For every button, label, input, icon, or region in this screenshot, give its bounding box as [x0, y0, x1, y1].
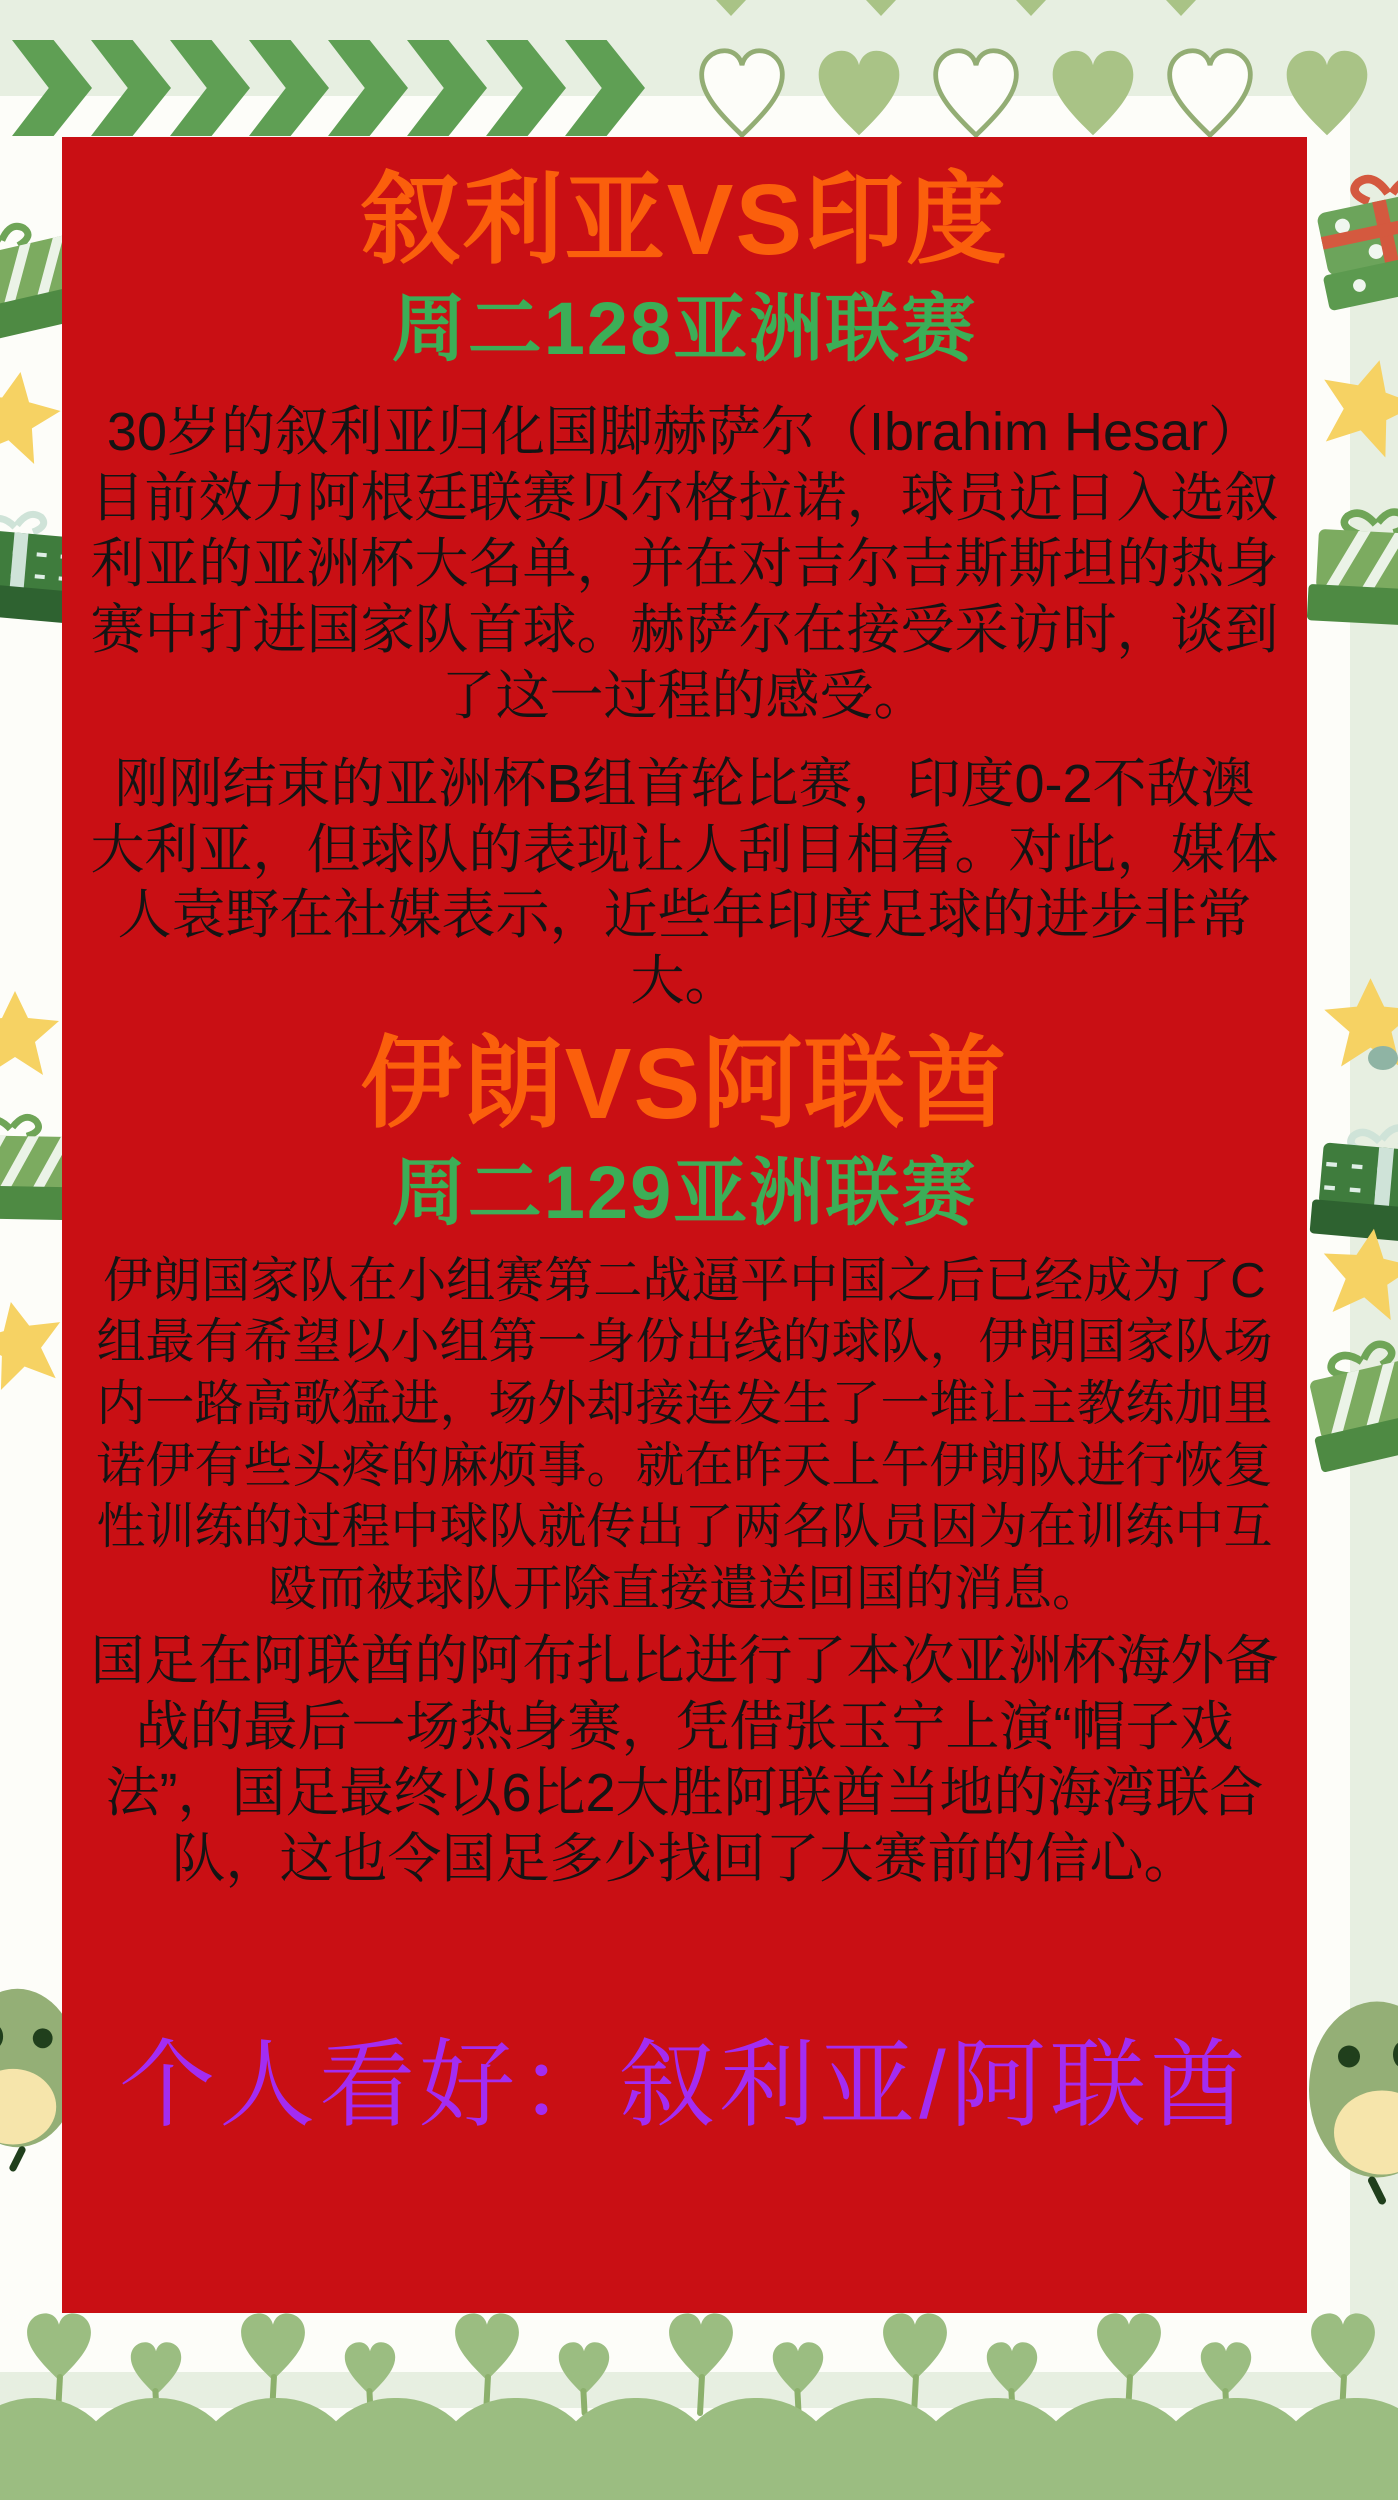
star-icon: [1308, 1215, 1398, 1334]
prediction-text: 个人看好：叙利亚/阿联酋: [119, 2032, 1250, 2139]
match2-paragraph-1: 伊朗国家队在小组赛第二战逼平中国之后已经成为了C组最有希望以小组第一身份出线的球队，伊朗国家队场内一路高歌猛进，场外却接连发生了一堆让主教练加里诺伊有些头疼的麻烦事。就在昨天上午伊朗队进行恢复性训练的过程中球队就传出了两名队员因为在训练中互殴而被球队开除直接遣送回国的消息。: [96, 1253, 1273, 1617]
heart-icon: [1271, 44, 1383, 140]
star-icon: [0, 985, 65, 1085]
heart-outline-icon: [1154, 44, 1266, 140]
heart-sprout-icon: [1300, 2308, 1386, 2384]
heart-outline-icon: [686, 44, 798, 140]
heart-sprout-icon: [444, 2308, 530, 2384]
heart-icon: [803, 44, 915, 140]
match-card: [62, 137, 1307, 2313]
heart-sprout-icon: [1086, 2308, 1172, 2384]
heart-sprout-icon: [16, 2308, 102, 2384]
sprout-stem: [697, 2374, 705, 2416]
match1-subtitle: 周二128亚洲联赛: [391, 287, 978, 370]
heart-sprout-icon: [658, 2308, 744, 2384]
heart-outline-icon: [920, 44, 1032, 140]
heart-icon: [1037, 44, 1149, 140]
ground-band: [0, 2452, 1398, 2500]
gift-polka-icon: [1305, 165, 1398, 315]
match2-title: 伊朗VS阿联酋: [360, 1028, 1009, 1141]
match2-paragraph-2: 国足在阿联酋的阿布扎比进行了本次亚洲杯海外备战的最后一场热身赛，凭借张玉宁上演“帽子戏法”，国足最终以6比2大胜阿联酋当地的海湾联合队，这也令国足多少找回了大赛前的信心。: [90, 1630, 1279, 1889]
leaf-blob: [1368, 1046, 1398, 1070]
match2-subtitle: 周二129亚洲联赛: [391, 1151, 978, 1235]
match1-paragraph-1: 30岁的叙利亚归化国脚赫萨尔（Ibrahim Hesar）目前效力阿根廷联赛贝尔格拉诺，球员近日入选叙利亚的亚洲杯大名单，并在对吉尔吉斯斯坦的热身赛中打进国家队首球。赫萨尔在接受采访时，谈到了这一过程的感受。: [90, 402, 1279, 726]
gift-striped-icon: [1293, 1324, 1398, 1479]
heart-sprout-icon: [872, 2308, 958, 2384]
gift-striped-icon: [1291, 485, 1398, 650]
mascot-face-icon: [1302, 1992, 1398, 2207]
match1-paragraph-2: 刚刚结束的亚洲杯B组首轮比赛，印度0-2不敌澳大利亚，但球队的表现让人刮目相看。对此，媒体人袁野在社媒表示，近些年印度足球的进步非常大。: [90, 753, 1279, 1012]
match1-title: 叙利亚VS印度: [360, 164, 1009, 276]
star-icon: [1300, 340, 1398, 475]
heart-sprout-icon: [230, 2308, 316, 2384]
